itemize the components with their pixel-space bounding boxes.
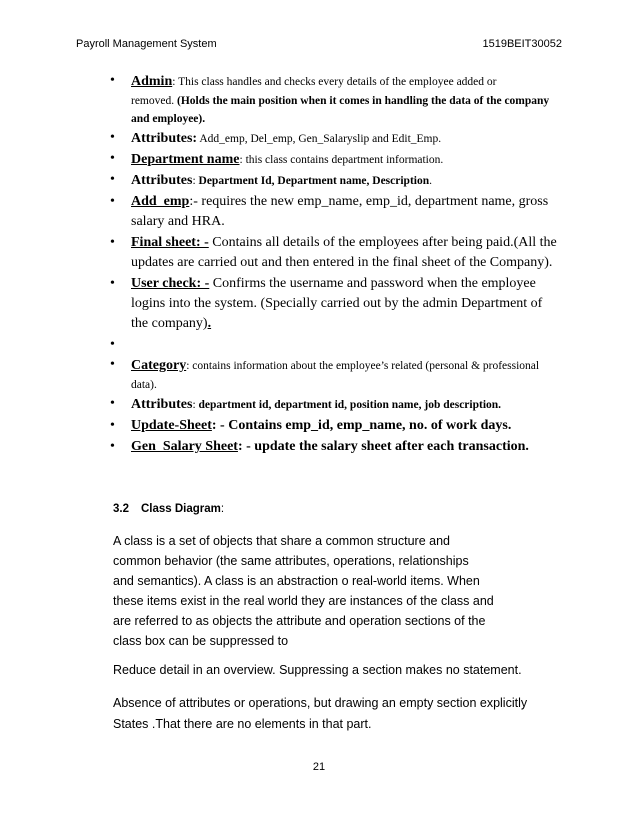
bullet-icon: • xyxy=(110,439,115,454)
bullet-icon: • xyxy=(110,418,115,433)
paragraph-line: common behavior (the same attributes, operations, relationships xyxy=(113,554,469,568)
bullet-icon: • xyxy=(110,194,115,209)
list-text: this class contains department information. xyxy=(245,154,444,166)
class-definition-paragraph xyxy=(113,531,553,651)
paragraph-line: and semantics). A class is an abstraction o real-world items. When xyxy=(113,574,480,588)
list-text: contains information about the employee’s related (personal & professional data). xyxy=(131,360,540,391)
page-number: 21 xyxy=(312,761,326,773)
section-number: 3.2 xyxy=(113,503,129,515)
list-item xyxy=(108,437,558,457)
header-id: 1519BEIT30052 xyxy=(482,38,562,50)
list-bold-text: : - Contains emp_id, emp_name, no. of work days. xyxy=(211,418,512,433)
bullet-icon: • xyxy=(110,337,115,352)
list-bold-text: Department Id, Department name, Description xyxy=(198,175,430,187)
bullet-icon: • xyxy=(110,172,115,187)
list-term: User check: - xyxy=(131,276,210,291)
bullet-list xyxy=(108,72,558,458)
list-term: Update-Sheet xyxy=(131,418,212,433)
list-term: Final sheet: - xyxy=(131,235,209,250)
list-item: • Category: contains information about the employee’s related (personal & professional data). xyxy=(110,357,540,391)
paragraph-line: class box can be suppressed to xyxy=(113,634,289,648)
list-text: This class handles and checks every details of the employee added or xyxy=(178,76,497,88)
list-item: • Attributes: department id, department id, position name, job description. xyxy=(110,396,502,412)
list-text: Add_emp, Del_emp, Gen_Salaryslip and Edit_Emp. xyxy=(197,133,442,145)
bullet-icon: • xyxy=(110,235,115,250)
list-bold-text: : - update the salary sheet after each transaction. xyxy=(237,439,529,454)
list-text: Confirms the username and password when the employee logins into the system. (Specially carried out by the admin Department of the company) xyxy=(131,276,543,331)
list-term: Attributes: xyxy=(131,131,198,146)
list-term: Attributes xyxy=(131,173,193,188)
paragraph-line: Absence of attributes or operations, but drawing an empty section explicitly xyxy=(113,696,528,710)
list-text: :- requires the new emp_name, emp_id, department name, gross salary and HRA. xyxy=(131,194,549,229)
list-term: Admin xyxy=(131,74,173,89)
list-term: Add_emp xyxy=(131,194,190,209)
list-item xyxy=(108,233,558,273)
list-bold-text: (Holds the main position when it comes in handling the data of the company and employee). xyxy=(131,95,550,125)
paragraph-line: States .That there are no elements in that part. xyxy=(113,717,372,731)
list-term: Category xyxy=(131,358,187,373)
paragraph-line: are referred to as objects the attribute and operation sections of the xyxy=(113,614,486,628)
list-item xyxy=(108,192,558,232)
reduce-detail-paragraph: Reduce detail in an overview. Suppressing a section makes no statement. xyxy=(113,663,522,677)
list-bold-text: department id, department id, position name, job description. xyxy=(198,399,502,411)
list-item: • Admin: This class handles and checks every details of the employee added or removed. (Holds the main position when it comes in handling the data of the company and employee). xyxy=(110,73,550,125)
list-item: • Department name: this class contains department information. xyxy=(110,151,444,167)
list-term: Department name xyxy=(131,152,240,167)
list-item-empty xyxy=(108,335,558,355)
list-item: • Attributes: Department Id, Department name, Description. xyxy=(110,172,432,188)
bullet-icon: • xyxy=(110,130,115,145)
bullet-icon: • xyxy=(110,357,115,372)
list-term: Gen_Salary Sheet xyxy=(131,439,238,454)
paragraph-line: A class is a set of objects that share a common structure and xyxy=(113,534,450,548)
bullet-icon: • xyxy=(110,396,115,411)
bullet-icon: • xyxy=(110,151,115,166)
section-title: Class Diagram xyxy=(141,503,221,515)
absence-paragraph xyxy=(113,693,583,735)
list-item: • User check: - Confirms the username and password when the employee logins into the system. (Specially carried out by the admin Department of the company). xyxy=(110,276,543,331)
list-item xyxy=(108,416,558,436)
list-text: Contains all details of the employees after being paid.(All the updates are carried out and then entered in the final sheet of the Company). xyxy=(131,235,557,270)
bullet-icon: • xyxy=(110,276,115,291)
header-title: Payroll Management System xyxy=(76,38,217,50)
bullet-icon: • xyxy=(110,73,115,88)
section-heading: 3.2 Class Diagram: xyxy=(113,503,225,515)
paragraph-line: these items exist in the real world they are instances of the class and xyxy=(113,594,494,608)
list-term: Attributes xyxy=(131,397,193,412)
list-item xyxy=(108,129,558,149)
